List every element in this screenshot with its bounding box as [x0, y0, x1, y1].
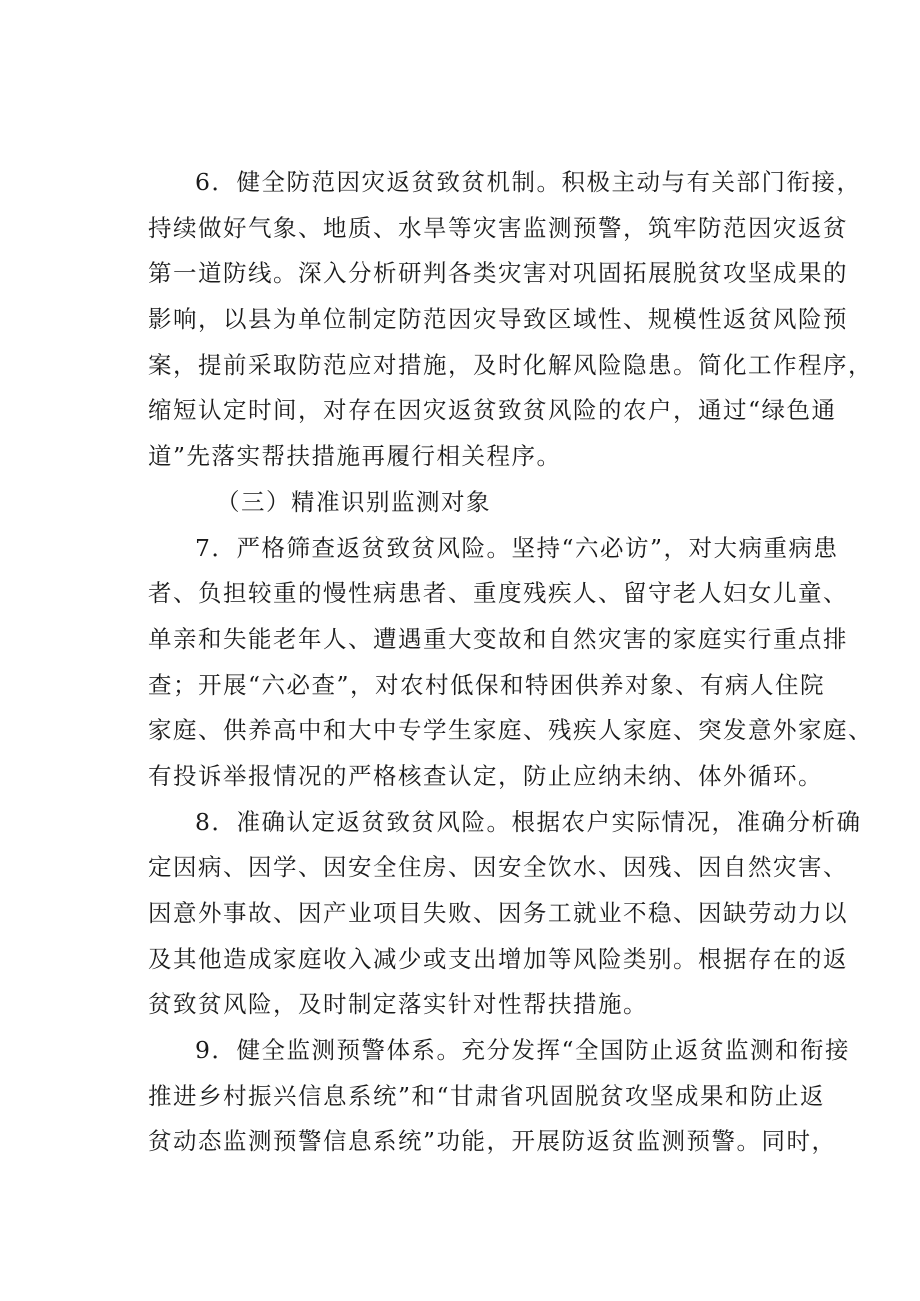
paragraph-item-6 — [148, 160, 873, 480]
section-heading-text: （三）精准识别监测对象 — [216, 487, 491, 516]
text-line: 及其他造成家庭收入减少或支出增加等风险类别。根据存在的返 — [148, 944, 848, 973]
text-line: 推进乡村振兴信息系统”和“甘肃省巩固脱贫攻坚成果和防止返 — [148, 1081, 826, 1110]
paragraph-item-7 — [148, 526, 873, 800]
text-line: 因意外事故、因产业项目失败、因务工就业不稳、因缺劳动力以 — [148, 899, 848, 927]
text-line: 单亲和失能老年人、遭遇重大变故和自然灾害的家庭实行重点排 — [148, 624, 848, 653]
text-line: 道”先落实帮扶措施再履行相关程序。 — [148, 442, 562, 471]
text-line: 6．健全防范因灾返贫致贫机制。积极主动与有关部门衔接， — [195, 168, 862, 196]
section-heading — [148, 480, 808, 526]
document-body — [148, 160, 873, 1165]
text-line: 有投诉举报情况的严格核查认定，防止应纳未纳、体外循环。 — [148, 761, 823, 790]
text-line: 7．严格筛查返贫致贫风险。坚持“六必访”，对大病重病患 — [195, 533, 839, 562]
text-line: 缩短认定时间，对存在因灾返贫致贫风险的农户，通过“绿色通 — [148, 396, 837, 425]
text-line: 家庭、供养高中和大中专学生家庭、残疾人家庭、突发意外家庭、 — [148, 716, 873, 745]
text-line: 案，提前采取防范应对措施，及时化解风险隐患。简化工作程序， — [148, 350, 873, 379]
text-line: 9．健全监测预警体系。充分发挥“全国防止返贫监测和衔接 — [195, 1036, 850, 1065]
text-line: 持续做好气象、地质、水旱等灾害监测预警，筑牢防范因灾返贫 — [148, 213, 848, 242]
paragraph-item-9 — [148, 1028, 850, 1165]
text-line: 第一道防线。深入分析研判各类灾害对巩固拓展脱贫攻坚成果的 — [148, 259, 848, 288]
paragraph-item-8 — [148, 800, 862, 1028]
text-line: 者、负担较重的慢性病患者、重度残疾人、留守老人妇女儿童、 — [148, 579, 848, 608]
text-line: 定因病、因学、因安全住房、因安全饮水、因残、因自然灾害、 — [148, 853, 848, 882]
text-line: 贫致贫风险，及时制定落实针对性帮扶措施。 — [148, 990, 648, 1019]
text-line: 查；开展“六必查”，对农村低保和特困供养对象、有病人住院 — [148, 670, 826, 699]
text-line: 8．准确认定返贫致贫风险。根据农户实际情况，准确分析确 — [195, 807, 862, 836]
text-line: 影响，以县为单位制定防范因灾导致区域性、规模性返贫风险预 — [148, 305, 848, 334]
text-line: 贫动态监测预警信息系统”功能，开展防返贫监测预警。同时， — [148, 1127, 837, 1156]
